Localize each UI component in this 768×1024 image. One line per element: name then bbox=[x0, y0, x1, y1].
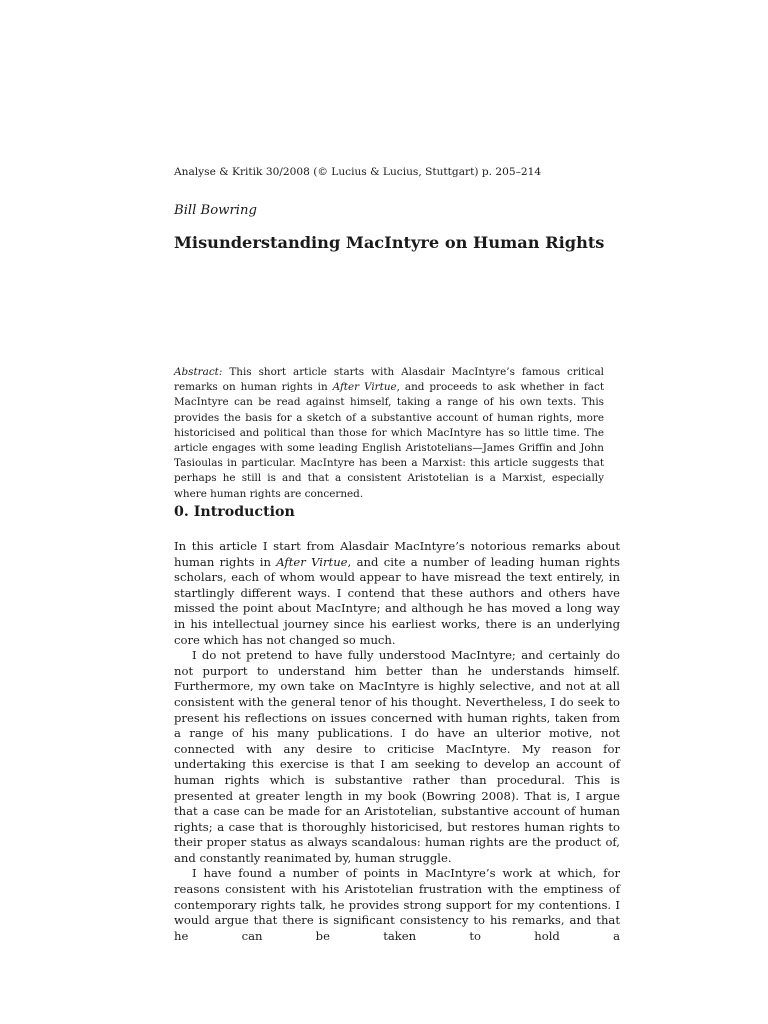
section-heading-introduction: 0. Introduction bbox=[174, 504, 295, 520]
journal-citation-header: Analyse & Kritik 30/2008 (© Lucius & Lucius, Stuttgart) p. 205–214 bbox=[174, 166, 542, 178]
article-title: Misunderstanding MacIntyre on Human Rights bbox=[174, 233, 605, 252]
paragraph-2: I do not pretend to have fully understood MacIntyre; and certainly do not purport to understand him better than he understands himself. Furthermore, my own take on MacIntyre is highly selective, and not at all consistent with the general tenor of his thought. Nevertheless, I do seek to present his reflections on issues concerned with human rights, taken from a range of his many publications. I do have an ulterior motive, not connected with any desire to criticise MacIntyre. My reason for undertaking this exercise is that I am seeking to develop an account of human rights which is substantive rather than procedural. This is presented at greater length in my book (Bowring 2008). That is, I argue that a case can be made for an Aristotelian, substantive account of human rights; a case that is thoroughly historicised, but restores human rights to their proper status as always scandalous: human rights are the product of, and constantly reanimated by, human struggle. bbox=[174, 648, 620, 865]
paragraph-1-part1: In this article I start from Alasdair MacIntyre’s notorious remarks about human rights in bbox=[174, 539, 620, 569]
paragraph-1-book-title: After Virtue bbox=[276, 554, 348, 569]
abstract-text-part2: , and proceeds to ask whether in fact MacIntyre can be read against himself, taking a range of his own texts. This provides the basis for a sketch of a substantive account of human rights, more historicised and political than those for which MacIntyre has so little time. The article engages with some leading English Aristotelians—James Griffin and John Tasioulas in particular. MacIntyre has been a Marxist: this article suggests that perhaps he still is and that a consistent Aristotelian is a Marxist, especially where human rights are concerned. bbox=[174, 381, 604, 500]
paragraph-3: I have found a number of points in MacIntyre’s work at which, for reasons consistent with his Aristotelian frustration with the emptiness of contemporary rights talk, he provides strong support for my contentions. I would argue that there is significant consistency to his remarks, and that he can be taken to hold a bbox=[174, 866, 620, 943]
body-text bbox=[174, 539, 620, 944]
author-name: Bill Bowring bbox=[174, 203, 257, 218]
abstract bbox=[174, 365, 604, 502]
paragraph-1 bbox=[174, 539, 620, 648]
abstract-text-part1: This short article starts with Alasdair MacIntyre’s famous critical remarks on human rights in bbox=[174, 366, 604, 394]
paragraph-1-part2: , and cite a number of leading human rights scholars, each of whom would appear to have misread the text entirely, in startlingly different ways. I contend that these authors and others have missed the point about MacIntyre; and although he has moved a long way in his intellectual journey since his earliest works, there is an underlying core which has not changed so much. bbox=[174, 554, 620, 647]
abstract-book-title: After Virtue bbox=[332, 381, 397, 394]
abstract-label: Abstract: bbox=[174, 366, 223, 378]
